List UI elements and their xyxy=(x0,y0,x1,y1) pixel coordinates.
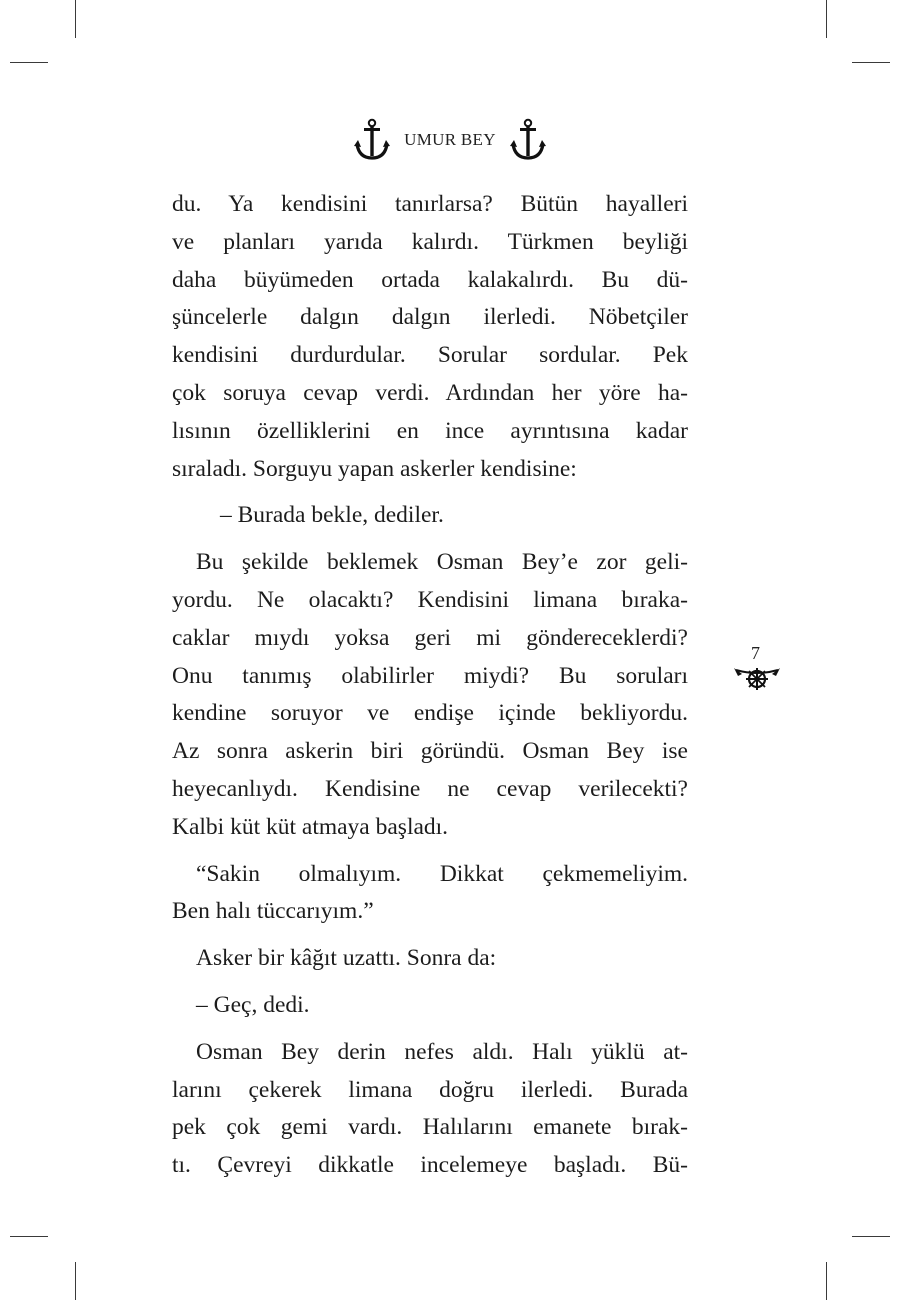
paragraph xyxy=(172,186,688,488)
running-title: UMUR BEY xyxy=(404,130,496,149)
text-line: Asker bir kâğıt uzattı. Sonra da: xyxy=(196,945,497,972)
crop-mark-left-bottom xyxy=(10,1236,48,1237)
text-line: daha büyümeden ortada kalakalırdı. Bu dü- xyxy=(172,266,688,293)
running-header xyxy=(0,116,900,164)
text-line: larını çekerek limana doğru ilerledi. Burada xyxy=(172,1076,688,1103)
crop-mark-bottom-right xyxy=(826,1262,827,1300)
text-line: şüncelerle dalgın dalgın ilerledi. Nöbetçiler xyxy=(172,304,688,331)
crop-mark-left-top xyxy=(10,62,48,63)
text-line: du. Ya kendisini tanırlarsa? Bütün hayalleri xyxy=(172,191,688,217)
text-line: heyecanlıydı. Kendisine ne cevap verilecekti? xyxy=(172,775,688,802)
text-line: pek çok gemi vardı. Halılarını emanete bırak- xyxy=(172,1114,688,1141)
text-line: – Geç, dedi. xyxy=(196,991,310,1018)
text-line: yordu. Ne olacaktı? Kendisini limana bıraka- xyxy=(172,586,688,613)
paragraph xyxy=(172,497,688,535)
paragraph xyxy=(172,1034,688,1185)
crop-mark-right-top xyxy=(852,62,890,63)
text-line: ve planları yarıda kalırdı. Türkmen beyliği xyxy=(172,228,688,255)
body-text xyxy=(172,186,688,1185)
text-line: lısının özelliklerini en ince ayrıntısına kadar xyxy=(172,417,688,444)
crop-mark-top-right xyxy=(826,0,827,38)
text-line: sıraladı. Sorguyu yapan askerler kendisine: xyxy=(172,455,577,482)
anchor-icon xyxy=(510,118,546,162)
text-line: kendine soruyor ve endişe içinde bekliyordu. xyxy=(172,700,688,727)
text-line: – Burada bekle, dediler. xyxy=(220,502,444,529)
crop-mark-right-bottom xyxy=(852,1236,890,1237)
crop-mark-bottom-left xyxy=(75,1262,76,1300)
text-line: “Sakin olmalıyım. Dikkat çekmemeliyim. xyxy=(196,860,688,887)
page-number: 7 xyxy=(751,643,760,663)
text-line: tı. Çevreyi dikkatle incelemeye başladı. Bü- xyxy=(172,1152,688,1179)
text-line: Osman Bey derin nefes aldı. Halı yüklü at- xyxy=(196,1038,688,1065)
text-line: Az sonra askerin biri göründü. Osman Bey ise xyxy=(172,738,688,765)
crop-mark-top-left xyxy=(75,0,76,38)
paragraph xyxy=(172,856,688,932)
text-line: çok soruya cevap verdi. Ardından her yöre ha- xyxy=(172,379,688,406)
text-line: Bu şekilde beklemek Osman Bey’e zor geli- xyxy=(196,549,688,576)
text-line: caklar mıydı yoksa geri mi göndereceklerdi? xyxy=(172,624,688,651)
text-line: Kalbi küt küt atmaya başladı. xyxy=(172,813,449,840)
text-line: Ben halı tüccarıyım.” xyxy=(172,898,374,925)
paragraph xyxy=(172,940,688,978)
text-line: Onu tanımış olabilirler miydi? Bu soruları xyxy=(172,662,688,689)
text-line: kendisini durdurdular. Sorular sordular. Pek xyxy=(172,342,688,369)
paragraph xyxy=(172,987,688,1025)
paragraph xyxy=(172,544,688,846)
anchor-icon xyxy=(354,118,390,162)
